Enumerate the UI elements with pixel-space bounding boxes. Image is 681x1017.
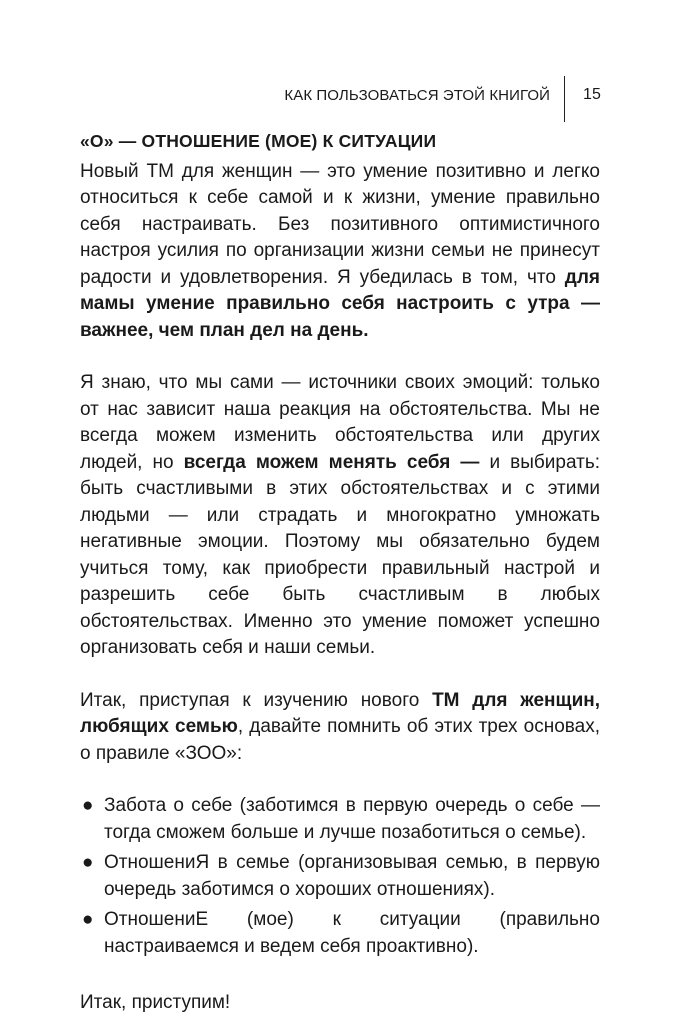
list-item-text: ОтношениЕ (мое) к ситуации (правильно настраиваемся и ведем себя проактивно). <box>104 909 600 957</box>
paragraph-1 <box>80 159 600 345</box>
list-item <box>80 793 600 846</box>
paragraph-3-text-b: , давайте помнить об этих трех основах, о правиле «ЗОО»: <box>80 716 600 764</box>
list-item-text: ОтношениЯ в семье (организовывая семью, в первую очередь заботимся о хороших отношениях). <box>104 852 600 900</box>
section-heading: «О» — ОТНОШЕНИЕ (МОЕ) К СИТУАЦИИ <box>80 131 437 151</box>
closing-line: Итак, приступим! <box>80 992 231 1013</box>
running-title: КАК ПОЛЬЗОВАТЬСЯ ЭТОЙ КНИГОЙ <box>284 86 550 104</box>
paragraph-2-text-b: и выбирать: быть счастливыми в этих обстоятельствах и с этими людьми — или страдать и многократно умножать негативные эмоции. Поэтому мы обязательно будем учиться тому, как приобрести правильный настрой и разрешить себе быть счастливым в любых обстоятельствах. Именно это умение поможет успешно организовать себя и наши семьи. <box>80 451 600 658</box>
bullet-icon: ● <box>82 852 94 873</box>
list-item <box>80 907 600 960</box>
list-item-text: Забота о себе (заботимся в первую очередь о себе — тогда сможем больше и лучше позаботиться о семье). <box>104 795 600 843</box>
paragraph-3-text-a: Итак, приступая к изучению нового <box>80 689 433 711</box>
paragraph-3 <box>80 688 600 768</box>
bullet-icon: ● <box>82 795 94 816</box>
bullet-icon: ● <box>82 909 94 930</box>
paragraph-1-bold: для мамы умение правильно себя настроить с утра — важнее, чем план дел на день. <box>80 266 600 341</box>
page-body <box>80 128 600 1017</box>
list-item <box>80 850 600 903</box>
paragraph-2-bold: всегда можем менять себя — <box>183 451 480 473</box>
paragraph-2-text-a: Я знаю, что мы сами — источники своих эмоций: только от нас зависит наша реакция на обстоятельства. Мы не всегда можем изменить обстоятельства или других людей, но <box>80 372 600 473</box>
paragraph-3-bold: ТМ для женщин, любящих семью <box>80 689 600 737</box>
paragraph-1-text: Новый ТМ для женщин — это умение позитивно и легко относиться к себе самой и к жизни, умение правильно себя настраивать. Без позитивного оптимистичного настроя усилия по организации жизни семьи не принесут радости и удовлетворения. Я убедилась в том, что <box>80 160 600 288</box>
page-number: 15 <box>583 86 601 103</box>
paragraph-2 <box>80 370 600 662</box>
running-header <box>284 72 601 118</box>
header-divider <box>564 76 565 122</box>
zoo-rule-list <box>80 793 600 960</box>
